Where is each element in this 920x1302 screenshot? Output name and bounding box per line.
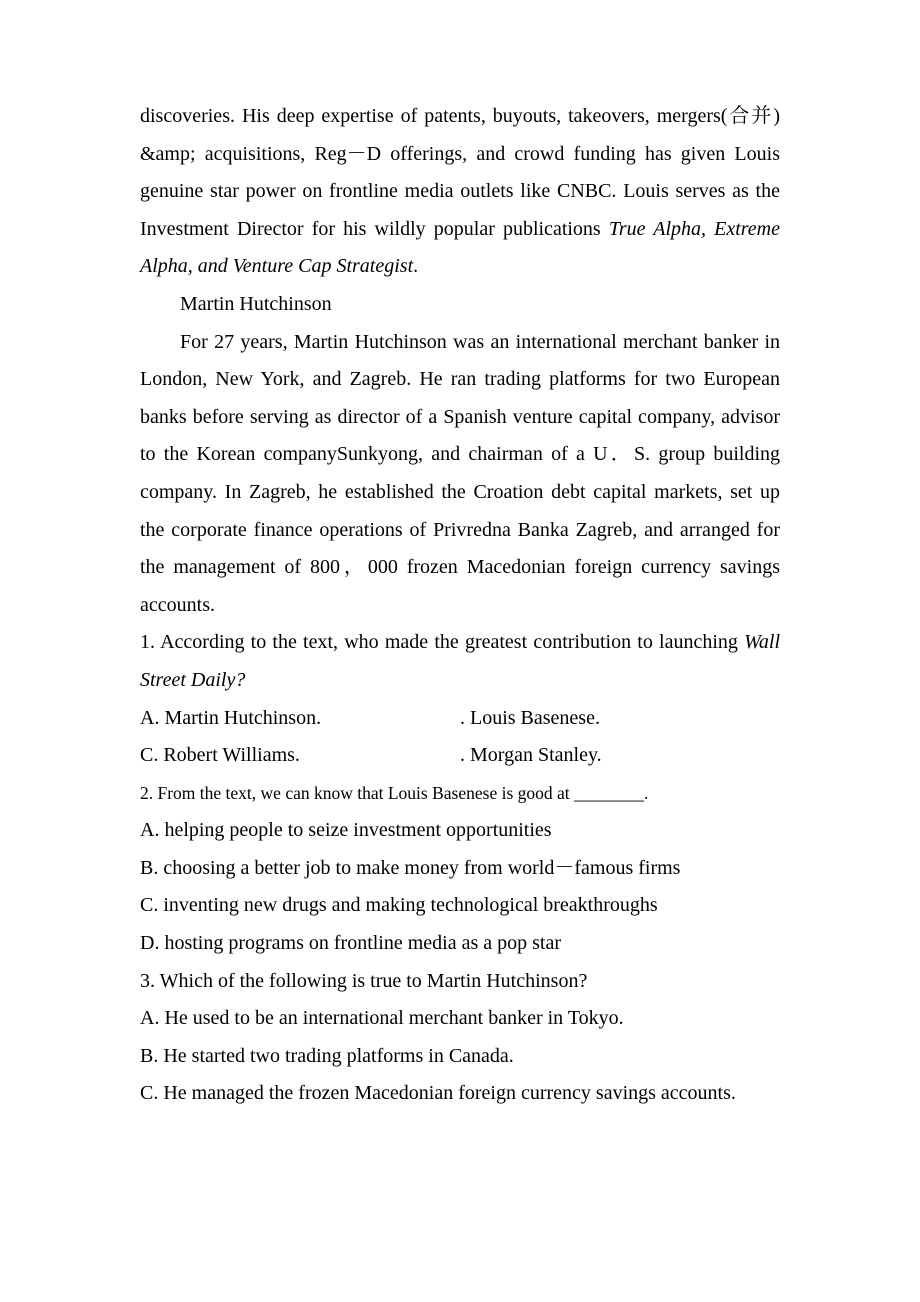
question-3-stem: 3. Which of the following is true to Martin Hutchinson? <box>140 969 588 992</box>
paragraph-louis-bio <box>140 98 780 286</box>
question-1-option-c: C. Robert Williams. <box>140 744 300 767</box>
question-1-option-d: . Morgan Stanley. <box>460 744 602 767</box>
paragraph-louis-bio-tail: . <box>413 255 419 278</box>
question-2-option-b: B. choosing a better job to make money from world－famous firms <box>140 856 681 879</box>
question-3-option-a: A. He used to be an international merchant banker in Tokyo. <box>140 1007 624 1030</box>
question-1-option-a: A. Martin Hutchinson. <box>140 706 322 729</box>
question-3-option-b: B. He started two trading platforms in Canada. <box>140 1044 514 1067</box>
question-1-options-row-1 <box>140 700 780 738</box>
question-1-stem <box>140 624 780 699</box>
question-1-option-b: . Louis Basenese. <box>460 706 600 729</box>
question-2-option-c: C. inventing new drugs and making technological breakthroughs <box>140 894 658 917</box>
paragraph-martin-bio: For 27 years, Martin Hutchinson was an international merchant banker in London, New York, and Zagreb. He ran trading platforms for two European banks before serving as director of a Spanish venture capital company, advisor to the Korean companySunkyong, and chairman of a U．S. group building company. In Zagreb, he established the Croation debt capital markets, set up the corporate finance operations of Privredna Banka Zagreb, and arranged for the management of 800，000 frozen Macedonian foreign currency savings accounts. <box>140 330 780 616</box>
question-2-stem: 2. From the text, we can know that Louis Basenese is good at ________. <box>140 782 649 803</box>
subheading-martin-hutchinson: Martin Hutchinson <box>180 292 332 315</box>
question-3-option-c: C. He managed the frozen Macedonian foreign currency savings accounts. <box>140 1082 736 1105</box>
question-2-option-d: D. hosting programs on frontline media as a pop star <box>140 932 562 955</box>
question-1-stem-italic: Wall Street Daily? <box>140 631 780 691</box>
paragraph-louis-bio-text: discoveries. His deep expertise of patents, buyouts, takeovers, mergers(合并) &amp; acquisitions, Reg－D offerings, and crowd funding has given Louis genuine star power on frontline media outlets like CNBC. Louis serves as the Investment Director for his wildly popular publications <box>140 105 780 240</box>
question-1-options-row-2 <box>140 737 780 775</box>
question-2-option-a: A. helping people to seize investment opportunities <box>140 819 552 842</box>
publication-titles-italic: True Alpha, Extreme Alpha, and Venture Cap Strategist <box>140 217 780 278</box>
question-1-stem-text: 1. According to the text, who made the greatest contribution to launching <box>140 631 745 654</box>
